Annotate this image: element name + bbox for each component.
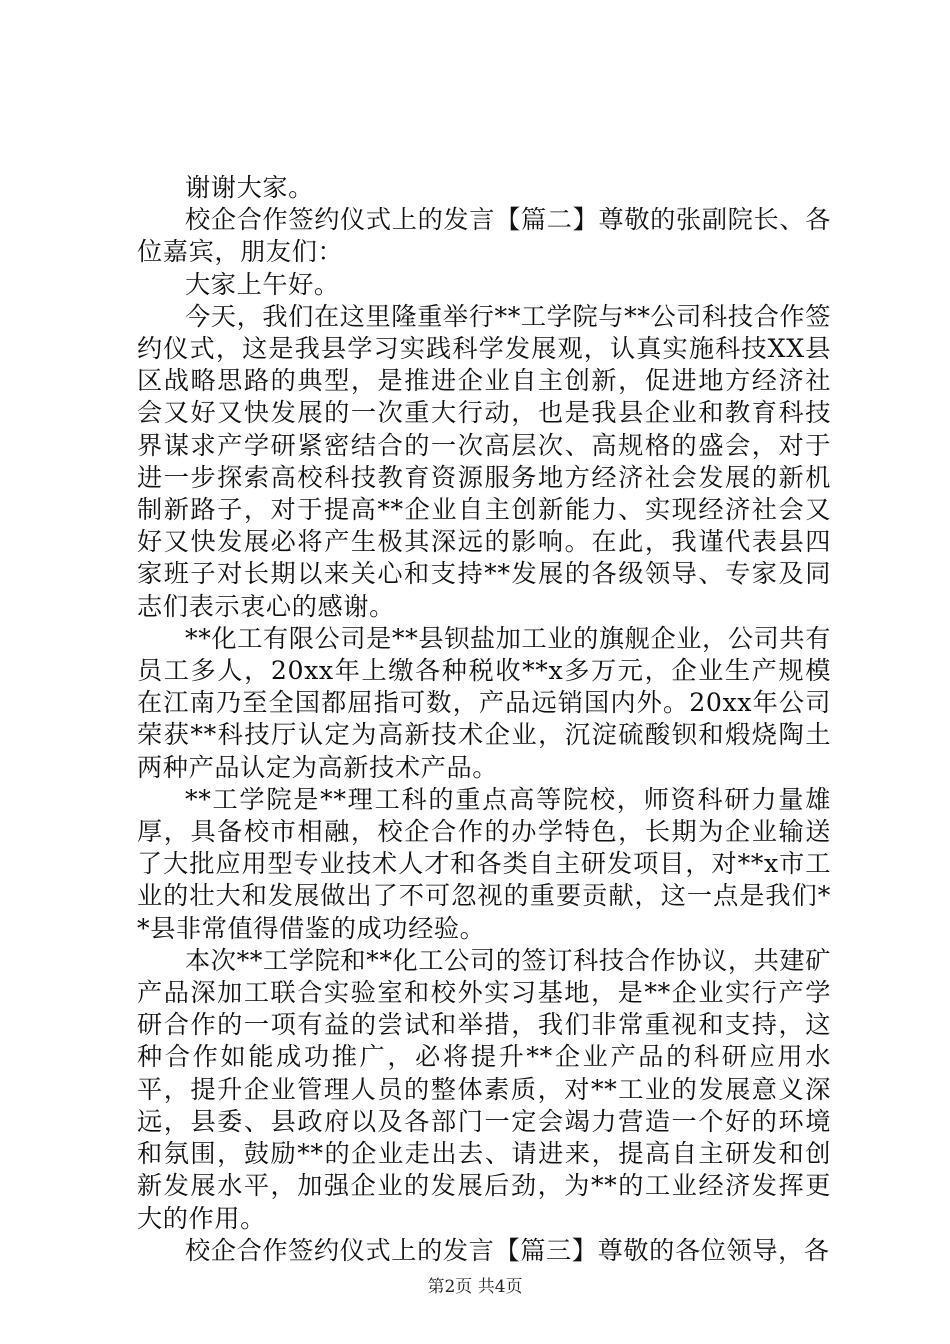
paragraph-institute: **工学院是**理工科的重点高等院校，师资科研力量雄厚，具备校市相融，校企合作的办学特色，长期为企业输送了大批应用型专业技术人才和各类自主研发项目，对**x市工业的壮大和发展做出了不可忽视的重要贡献，这一点是我们**县非常值得借鉴的成功经验。 [137, 784, 831, 943]
paragraph-section-three-heading: 校企合作签约仪式上的发言【篇三】尊敬的各位领导，各 [185, 1235, 830, 1265]
paragraph-section-two-heading: 校企合作签约仪式上的发言【篇二】尊敬的张副院长、各位嘉宾，朋友们： [137, 205, 831, 267]
paragraph-cooperation: 本次**工学院和**化工公司的签订科技合作协议，共建矿产品深加工联合实验室和校外实习基地，是**企业实行产学研合作的一项有益的尝试和举措，我们非常重视和支持，这种合作如能成功推广，必将提升**企业产品的科研应用水平，提升企业管理人员的整体素质，对**工业的发展意义深远，县委、县政府以及各部门一定会竭力营造一个好的环境和氛围，鼓励**的企业走出去、请进来，提高自主研发和创新发展水平，加强企业的发展后劲，为**的工业经济发挥更大的作用。 [137, 945, 831, 1233]
paragraph-chemical-company: **化工有限公司是**县钡盐加工业的旗舰企业，公司共有员工多人，20xx年上缴各种税收**x多万元，企业生产规模在江南乃至全国都屈指可数，产品远销国内外。20xx年公司荣获**科技厅认定为高新技术企业，沉淀硫酸钡和煅烧陶土两种产品认定为高新技术产品。 [137, 623, 831, 782]
paragraph-thanks: 谢谢大家。 [185, 173, 314, 202]
document-body [137, 172, 831, 1267]
paragraph-ceremony-intro: 今天，我们在这里隆重举行**工学院与**公司科技合作签约仪式，这是我县学习实践科学发展观，认真实施科技XX县区战略思路的典型，是推进企业自主创新，促进地方经济社会又好又快发展的一次重大行动，也是我县企业和教育科技界谋求产学研紧密结合的一次高层次、高规格的盛会，对于进一步探索高校科技教育资源服务地方经济社会发展的新机制新路子，对于提高**企业自主创新能力、实现经济社会又好又快发展必将产生极其深远的影响。在此，我谨代表县四家班子对长期以来关心和支持**发展的各级领导、专家及同志们表示衷心的感谢。 [137, 301, 831, 621]
paragraph-greeting: 大家上午好。 [185, 269, 340, 299]
page-footer: 第2页 共4页 [427, 1277, 523, 1297]
